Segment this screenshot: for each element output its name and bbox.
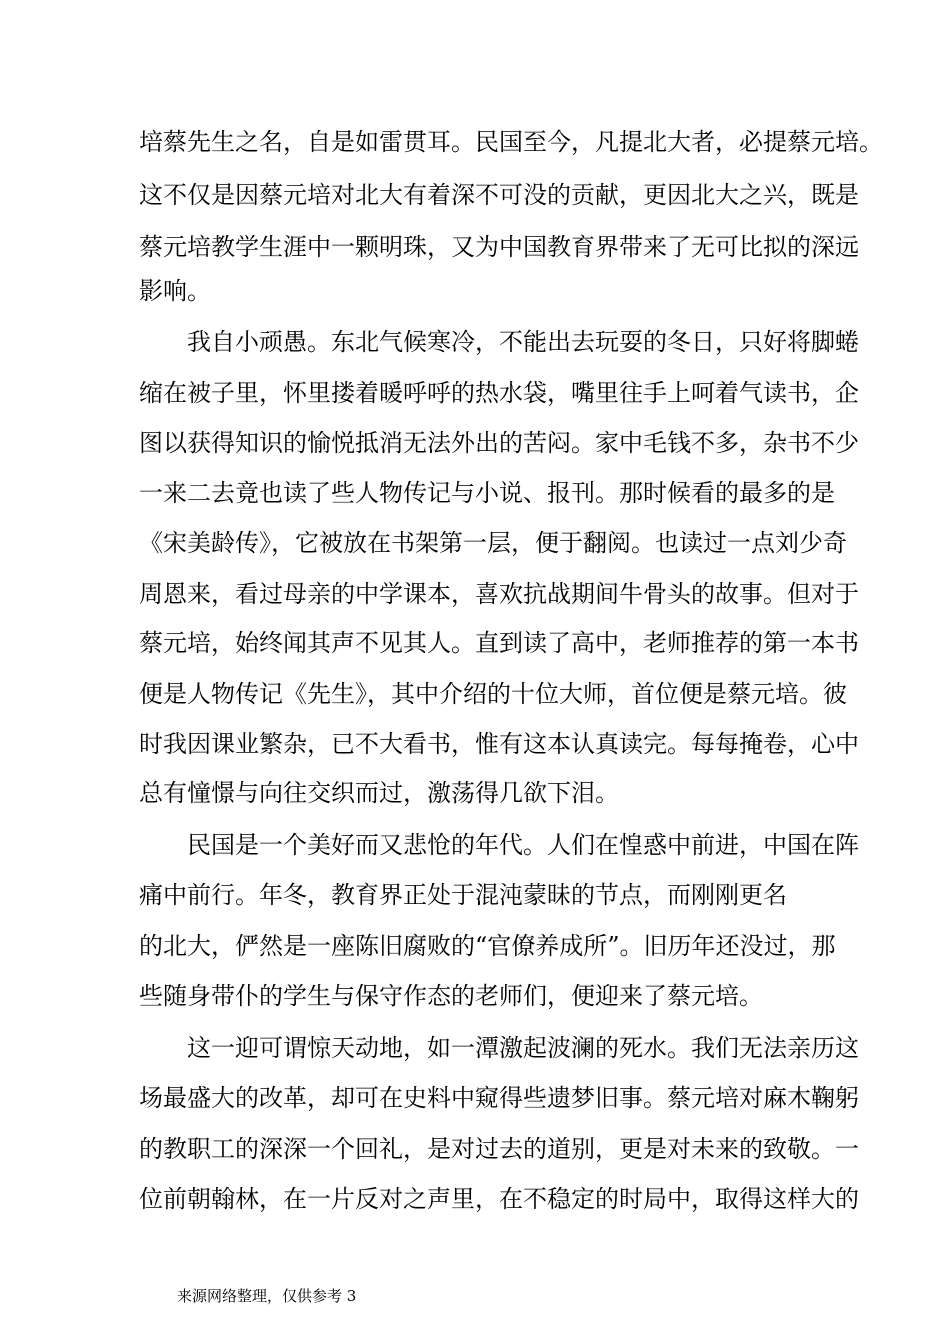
text-line: 图以获得知识的愉悦抵消无法外出的苦闷。家中毛钱不多，杂书不少 xyxy=(139,429,859,457)
text-line: 的北大，俨然是一座陈旧腐败的“官僚养成所”。旧历年还没过，那 xyxy=(139,932,836,960)
text-line: 痛中前行。年冬，教育界正处于混沌蒙昧的节点，而刚刚更名 xyxy=(139,881,787,909)
text-line: 影响。 xyxy=(139,277,211,305)
text-line: 蔡元培，始终闻其声不见其人。直到读了高中，老师推荐的第一本书 xyxy=(139,629,859,657)
text-line: 缩在被子里，怀里搂着暖呼呼的热水袋，嘴里往手上呵着气读书，企 xyxy=(139,379,859,407)
text-line: 我自小顽愚。东北气候寒冷，不能出去玩耍的冬日，只好将脚蜷 xyxy=(187,328,859,356)
text-line: 《宋美龄传》，它被放在书架第一层，便于翻阅。也读过一点刘少奇 xyxy=(139,529,847,557)
text-line: 周恩来，看过母亲的中学课本，喜欢抗战期间牛骨头的故事。但对于 xyxy=(139,580,859,608)
text-line: 蔡元培教学生涯中一颗明珠，又为中国教育界带来了无可比拟的深远 xyxy=(139,233,859,261)
text-line: 这一迎可谓惊天动地，如一潭激起波澜的死水。我们无法亲历这 xyxy=(187,1034,859,1062)
text-line: 这不仅是因蔡元培对北大有着深不可没的贡献，更因北大之兴，既是 xyxy=(139,181,859,209)
text-line: 民国是一个美好而又悲怆的年代。人们在惶惑中前进，中国在阵 xyxy=(187,831,859,859)
text-line: 位前朝翰林，在一片反对之声里，在不稳定的时局中，取得这样大的 xyxy=(139,1185,859,1213)
text-line: 培蔡先生之名，自是如雷贯耳。民国至今，凡提北大者，必提蔡元培。 xyxy=(139,128,883,156)
text-line: 总有憧憬与向往交织而过，激荡得几欲下泪。 xyxy=(139,779,619,807)
text-line: 场最盛大的改革，却可在史料中窥得些遗梦旧事。蔡元培对麻木鞠躬 xyxy=(139,1084,859,1112)
text-line: 些随身带仆的学生与保守作态的老师们，便迎来了蔡元培。 xyxy=(139,982,763,1010)
text-line: 一来二去竟也读了些人物传记与小说、报刊。那时候看的最多的是 xyxy=(139,479,835,507)
page-footer: 来源网络整理，仅供参考 3 xyxy=(177,1287,357,1305)
text-line: 便是人物传记《先生》，其中介绍的十位大师，首位便是蔡元培。彼 xyxy=(139,680,847,708)
text-line: 的教职工的深深一个回礼，是对过去的道别，更是对未来的致敬。一 xyxy=(139,1135,859,1163)
text-line: 时我因课业繁杂，已不大看书，惟有这本认真读完。每每掩卷，心中 xyxy=(139,730,859,758)
